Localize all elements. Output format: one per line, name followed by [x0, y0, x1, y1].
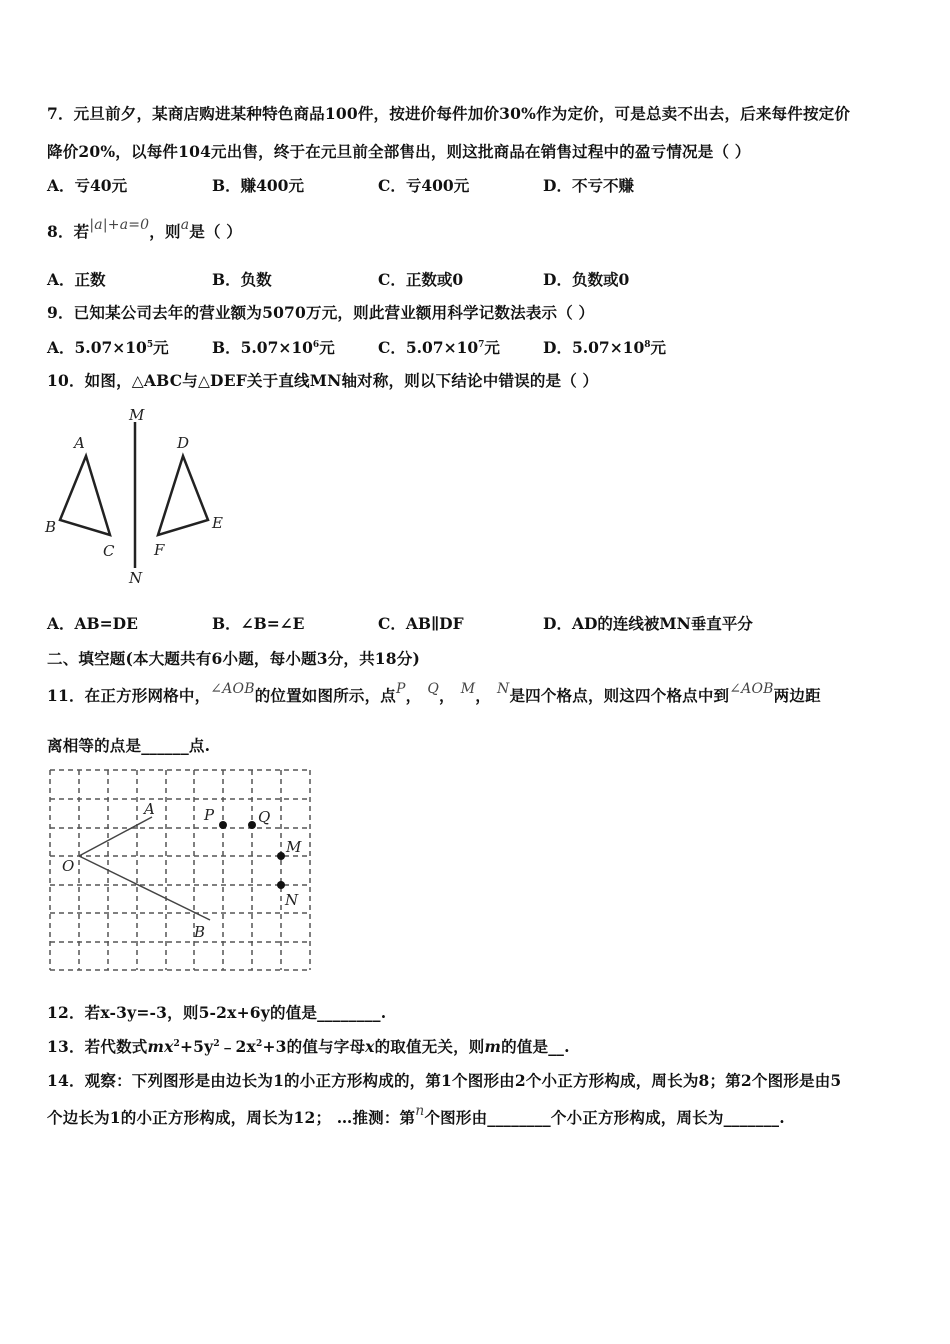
label-n: N: [285, 891, 299, 909]
label-a: A: [74, 434, 85, 452]
q7-option-c: C．亏400元: [378, 176, 470, 195]
q10-stem: 10．如图，△ABC与△DEF关于直线MN轴对称，则以下结论中错误的是（ ）: [47, 371, 599, 390]
q8-option-b: B．负数: [212, 270, 272, 289]
q8-suffix: 是（ ）: [189, 222, 242, 241]
q9-option-d: D．$5.07\times 10^8$元: [543, 338, 667, 357]
q14-stem-line1: 14．观察：下列图形是由边长为1的小正方形构成的，第1个图形由2个小正方形构成，周长为8；第2个图形是由5: [47, 1071, 842, 1090]
q8-prefix: 8．若: [47, 222, 90, 241]
q11-stem-line2: 离相等的点是______点.: [47, 736, 211, 755]
q8-option-c: C．正数或0: [378, 270, 464, 289]
q10-option-c: C．AB∥DF: [378, 614, 464, 633]
label-a: A: [144, 800, 155, 818]
q8-mid: ，则: [149, 222, 181, 241]
q9-option-b: B．$5.07\times 10^6$元: [212, 338, 335, 357]
q7-option-b: B．赚400元: [212, 176, 304, 195]
q7-option-a: A．亏40元: [47, 176, 128, 195]
q9-option-a: A．$5.07\times 10^5$元: [47, 338, 169, 357]
q8-option-a: A．正数: [47, 270, 106, 289]
point-q: [248, 821, 256, 829]
dashed-grid: [50, 770, 310, 970]
triangle-def: [158, 456, 208, 535]
label-f: F: [154, 541, 165, 559]
label-o: O: [62, 857, 75, 875]
point-m: [277, 852, 285, 860]
q8-option-d: D．负数或0: [543, 270, 630, 289]
q9-stem: 9．已知某公司去年的营业额为5070万元，则此营业额用科学记数法表示（ ）: [47, 303, 595, 322]
q7-option-d: D．不亏不赚: [543, 176, 634, 195]
label-d: D: [177, 434, 190, 452]
q13-stem: 13．若代数式$mx^2+5y^2﹣2x^2+3$的值与字母x的取值无关，则m的值是__.: [47, 1037, 570, 1056]
q11-angle: ∠AOB: [210, 681, 255, 697]
point-n: [277, 881, 285, 889]
ray-ob: [79, 856, 210, 920]
q10-symmetry-figure: [40, 400, 240, 590]
q12-stem: 12．若x-3y=-3，则5-2x+6y的值是________.: [47, 1003, 387, 1022]
label-m: M: [129, 406, 145, 424]
label-m: M: [286, 838, 302, 856]
label-b: B: [194, 923, 206, 941]
q8-var: a: [180, 217, 190, 233]
q10-option-b: B．∠B=∠E: [212, 614, 305, 633]
q10-option-d: D．AD的连线被MN垂直平分: [543, 614, 753, 633]
label-n: N: [129, 569, 143, 587]
q8-stem: [47, 217, 242, 242]
label-q: Q: [258, 808, 271, 826]
point-p: [219, 821, 227, 829]
q8-formula: |a|+a=0: [89, 217, 150, 233]
label-c: C: [103, 542, 115, 560]
ray-oa: [79, 817, 152, 856]
q7-stem-line1: 7．元旦前夕，某商店购进某种特色商品100件，按进价每件加价30%作为定价，可是总卖不出去，后来每件按定价: [47, 104, 851, 123]
label-b: B: [45, 518, 57, 536]
label-p: P: [204, 806, 215, 824]
q11-grid-figure: [40, 762, 320, 978]
section-2-title: 二、填空题(本大题共有6小题，每小题3分，共18分): [47, 649, 421, 668]
q7-stem-line2: 降价20%，以每件104元出售，终于在元旦前全部售出，则这批商品在销售过程中的盈亏情况是（ ）: [47, 142, 751, 161]
q9-option-c: C．$5.07\times 10^7$元: [378, 338, 500, 357]
label-e: E: [212, 514, 223, 532]
q14-stem-line2: 个边长为1的小正方形构成，周长为12； …推测：第n个图形由________个小正方形构成，周长为_______.: [47, 1103, 785, 1127]
q10-option-a: A．AB=DE: [47, 614, 138, 633]
q11-stem-line1: 11．在正方形网格中，∠AOB的位置如图所示，点P， Q， M， N是四个格点，则这四个格点中到∠AOB两边距: [47, 681, 821, 705]
triangle-abc: [60, 456, 110, 535]
